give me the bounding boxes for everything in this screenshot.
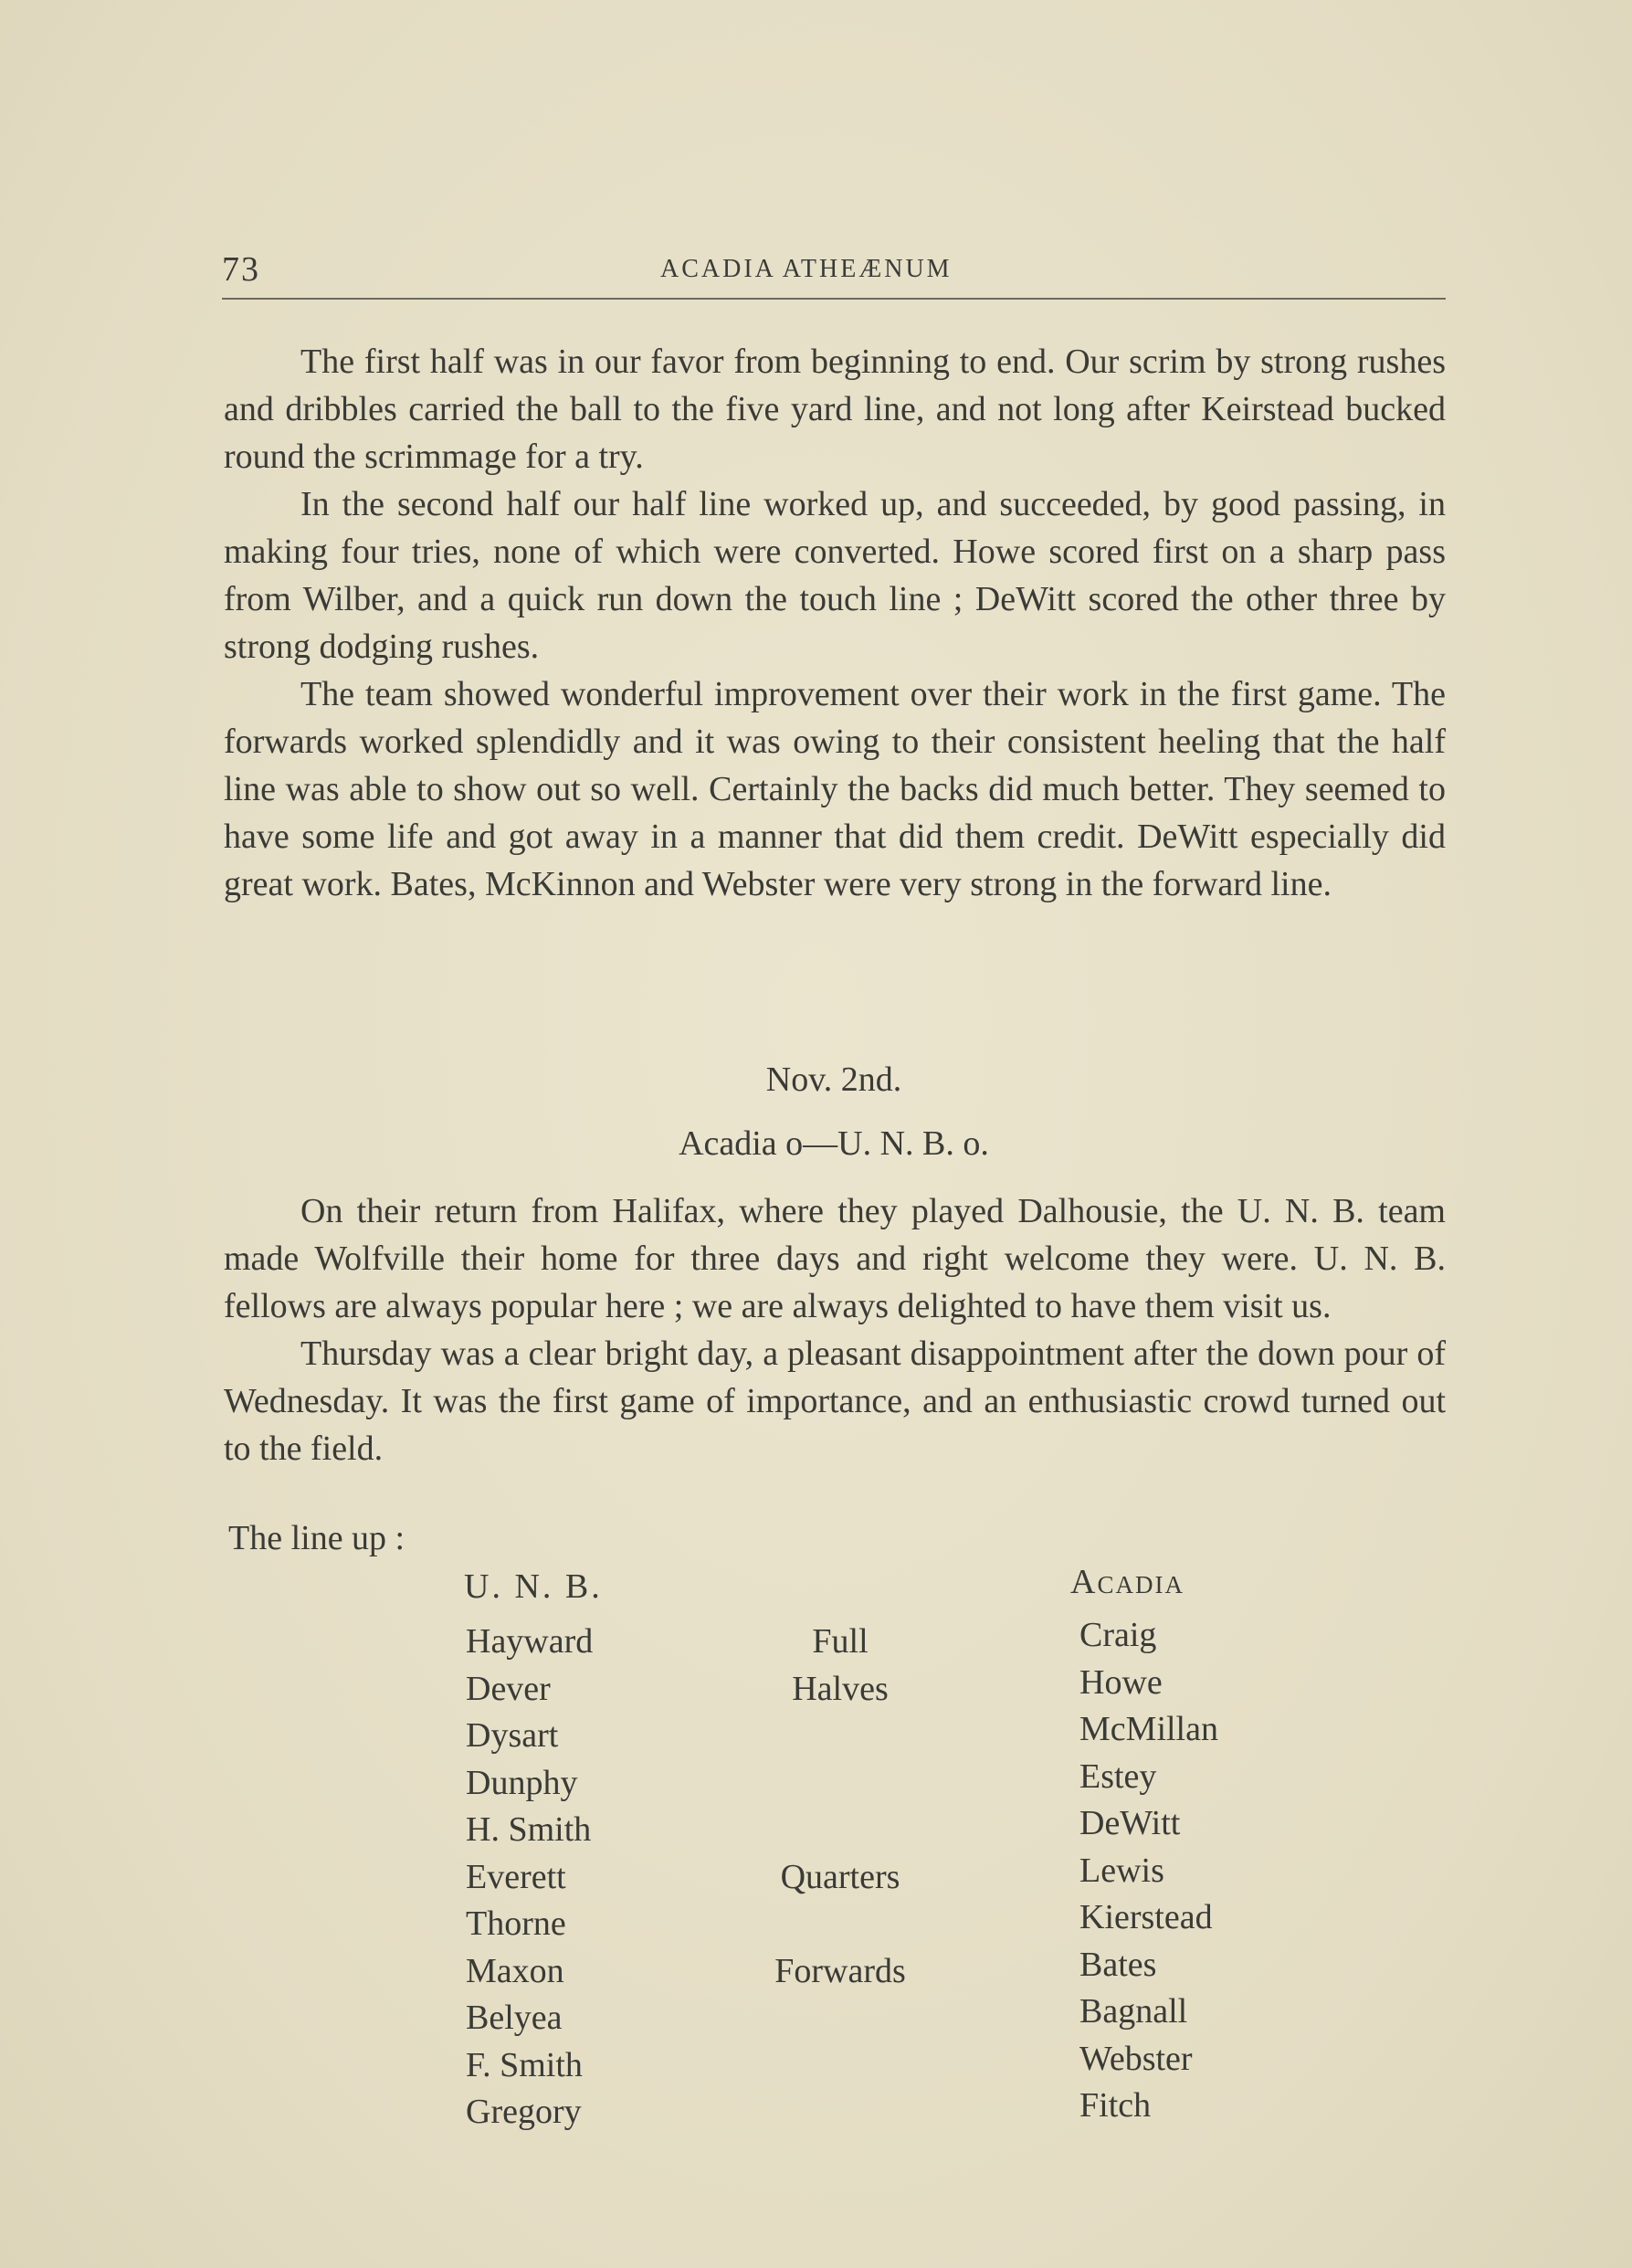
unb-roster (466, 1619, 593, 2136)
player-name: DeWitt (1079, 1804, 1181, 1842)
position-label (749, 1760, 932, 1808)
player-name: Maxon (466, 1951, 564, 1990)
position-label (749, 1901, 932, 1948)
paragraph: On their return from Halifax, where they played Dalhousie, the U. N. B. team made Wolfville their home for three days and right welcome they were. U. N. B. fellows are always popular here ; we are always delighted to have them visit us. (224, 1192, 1446, 1325)
acadia-roster (1079, 1612, 1218, 2130)
player-name: Bagnall (1079, 1992, 1188, 2031)
header-rule (222, 298, 1446, 300)
player-name: Gregory (466, 2093, 582, 2131)
position-label (749, 2042, 932, 2090)
acadia-heading: Acadia (1070, 1563, 1185, 1601)
paragraph: The team showed wonderful improvement over their work in the first game. The forwards worked splendidly and it was owing to their consistent heeling that the half line was able to show out so well. Certainly the backs did much better. They seemed to have some life and got away in a manner that did them credit. DeWitt especially did great work. Bates, McKinnon and Webster were very strong in the forward line. (224, 675, 1446, 903)
positions-column (749, 1619, 932, 2136)
paragraph: The first half was in our favor from beginning to end. Our scrim by strong rushes and dribbles carried the ball to the five yard line, and not long after Keirstead bucked round the scrimmage for a try. (224, 343, 1446, 476)
player-name: H. Smith (466, 1810, 592, 1849)
position-label (749, 1807, 932, 1854)
player-name: Lewis (1079, 1851, 1164, 1890)
player-name: Howe (1079, 1662, 1163, 1702)
player-name: Craig (1079, 1616, 1157, 1654)
position-label: Full (812, 1622, 869, 1661)
position-label: Halves (792, 1669, 889, 1708)
lineup-label: The line up : (228, 1519, 405, 1557)
player-name: Kierstead (1079, 1898, 1213, 1936)
game-description (224, 1187, 1446, 1472)
player-name: F. Smith (466, 2045, 583, 2084)
position-label (749, 1995, 932, 2042)
position-label (749, 1713, 932, 1760)
player-name: Everett (466, 1857, 566, 1896)
player-name: McMillan (1079, 1710, 1218, 1748)
position-label: Quarters (780, 1857, 900, 1896)
position-label: Forwards (774, 1951, 906, 1990)
player-name: Bates (1079, 1945, 1157, 1984)
player-name: Hayward (466, 1622, 594, 1661)
page-header (222, 249, 1446, 295)
position-label (749, 2089, 932, 2136)
paragraph: In the second half our half line worked up, and succeeded, by good passing, in making four tries, none of which were converted. Howe scored first on a sharp pass from Wilber, and a quick run down the touch line ; DeWitt scored the other three by strong dodging rushes. (224, 485, 1446, 666)
page-number: 73 (222, 250, 260, 289)
unb-heading: U. N. B. (464, 1567, 603, 1606)
player-name: Dysart (466, 1716, 559, 1755)
match-report-body (224, 338, 1446, 908)
player-name: Fitch (1079, 2086, 1152, 2125)
player-name: Estey (1079, 1756, 1157, 1796)
player-name: Thorne (466, 1904, 566, 1943)
player-name: Belyea (466, 1999, 563, 2037)
player-name: Dunphy (466, 1763, 578, 1802)
player-name: Dever (466, 1669, 551, 1708)
player-name: Webster (1079, 2039, 1193, 2078)
paragraph: Thursday was a clear bright day, a pleasant disappointment after the down pour of Wednesday. It was the first game of importance, and an enthusiastic crowd turned out to the field. (224, 1334, 1446, 1468)
game-date: Nov. 2nd. (765, 1060, 902, 1099)
running-title: ACADIA ATHEÆNUM (660, 255, 953, 283)
game-score: Acadia o—U. N. B. o. (679, 1124, 989, 1163)
